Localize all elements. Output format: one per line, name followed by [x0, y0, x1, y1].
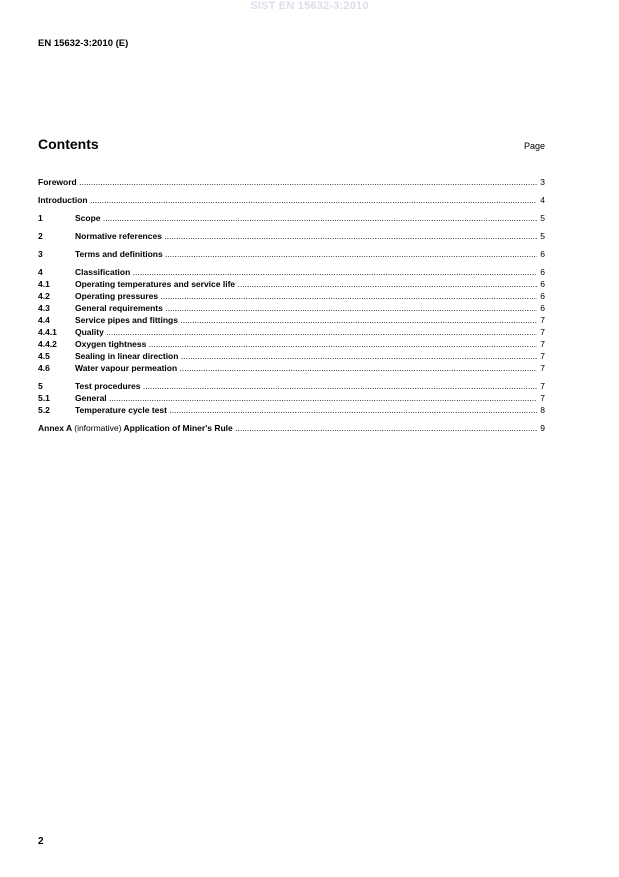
- table-of-contents: [38, 176, 545, 434]
- toc-entry-terms-and-definitions[interactable]: [38, 248, 545, 260]
- toc-entry-title: Sealing in linear direction .....: [75, 350, 537, 362]
- annex-title: Application of Miner's Rule: [123, 423, 233, 433]
- toc-entry-number: 4.3: [38, 303, 50, 313]
- toc-entry-water-vapour[interactable]: [38, 362, 545, 374]
- toc-entry-quality[interactable]: [38, 326, 545, 338]
- toc-entry-page: 7: [540, 315, 545, 325]
- toc-entry-number: 4.4.2: [38, 339, 57, 349]
- toc-entry-page: 7: [540, 363, 545, 373]
- toc-entry-page: 7: [540, 351, 545, 361]
- annex-label: Annex A: [38, 423, 72, 433]
- toc-entry-number: 3: [38, 249, 43, 259]
- toc-entry-title: Classification .....: [75, 266, 537, 278]
- toc-entry-title: [38, 422, 537, 434]
- toc-entry-title: Operating temperatures and service life .....: [75, 278, 537, 290]
- toc-entry-annex-a[interactable]: [38, 422, 545, 434]
- toc-entry-page: 6: [540, 291, 545, 301]
- toc-entry-number: 5: [38, 381, 43, 391]
- toc-entry-page: 6: [540, 303, 545, 313]
- toc-entry-title: Temperature cycle test .....: [75, 404, 537, 416]
- toc-entry-foreword[interactable]: [38, 176, 545, 188]
- toc-entry-title: Foreword .....: [38, 176, 537, 188]
- toc-entry-title: Terms and definitions .....: [75, 248, 537, 260]
- toc-entry-page: 6: [540, 249, 545, 259]
- toc-entry-title: Operating pressures .....: [75, 290, 537, 302]
- toc-entry-title: Oxygen tightness .....: [75, 338, 537, 350]
- toc-entry-scope[interactable]: [38, 212, 545, 224]
- toc-entry-title: Scope .....: [75, 212, 537, 224]
- toc-entry-number: 4.5: [38, 351, 50, 361]
- page-number: 2: [38, 836, 44, 847]
- toc-entry-general[interactable]: [38, 392, 545, 404]
- toc-entry-service-pipes[interactable]: [38, 314, 545, 326]
- toc-entry-title: Test procedures .....: [75, 380, 537, 392]
- toc-entry-title: Quality .....: [75, 326, 537, 338]
- document-id: EN 15632-3:2010 (E): [38, 38, 129, 49]
- toc-entry-page: 7: [540, 327, 545, 337]
- toc-entry-title: Water vapour permeation .....: [75, 362, 537, 374]
- toc-entry-title: General requirements .....: [75, 302, 537, 314]
- toc-entry-title: Normative references .....: [75, 230, 537, 242]
- toc-entry-page: 7: [540, 393, 545, 403]
- toc-entry-page: 9: [540, 423, 545, 433]
- toc-entry-number: 2: [38, 231, 43, 241]
- toc-entry-test-procedures[interactable]: [38, 380, 545, 392]
- toc-entry-page: 7: [540, 339, 545, 349]
- annex-qualifier: (informative): [74, 423, 122, 433]
- toc-entry-classification[interactable]: [38, 266, 545, 278]
- watermark: SIST EN 15632-3:2010: [250, 0, 369, 12]
- toc-entry-page: 8: [540, 405, 545, 415]
- toc-entry-temperature-cycle-test[interactable]: [38, 404, 545, 416]
- toc-entry-number: 4: [38, 267, 43, 277]
- toc-entry-number: 4.2: [38, 291, 50, 301]
- toc-entry-number: 5.2: [38, 405, 50, 415]
- toc-entry-number: 4.1: [38, 279, 50, 289]
- toc-entry-number: 1: [38, 213, 43, 223]
- toc-entry-page: 4: [540, 195, 545, 205]
- toc-entry-introduction[interactable]: [38, 194, 545, 206]
- toc-entry-general-requirements[interactable]: [38, 302, 545, 314]
- toc-entry-title: Introduction .....: [38, 194, 537, 206]
- toc-entry-oxygen-tightness[interactable]: [38, 338, 545, 350]
- toc-entry-page: 6: [540, 279, 545, 289]
- toc-entry-number: 4.4.1: [38, 327, 57, 337]
- toc-entry-page: 5: [540, 213, 545, 223]
- toc-entry-number: 4.6: [38, 363, 50, 373]
- toc-entry-sealing-linear[interactable]: [38, 350, 545, 362]
- toc-entry-page: 3: [540, 177, 545, 187]
- toc-entry-number: 4.4: [38, 315, 50, 325]
- toc-entry-number: 5.1: [38, 393, 50, 403]
- toc-entry-normative-references[interactable]: [38, 230, 545, 242]
- toc-entry-operating-pressures[interactable]: [38, 290, 545, 302]
- contents-title: Contents: [38, 136, 99, 152]
- toc-entry-page: 5: [540, 231, 545, 241]
- page-column-label: Page: [523, 141, 545, 151]
- toc-entry-operating-temperatures[interactable]: [38, 278, 545, 290]
- toc-entry-title: Service pipes and fittings .....: [75, 314, 537, 326]
- toc-entry-page: 6: [540, 267, 545, 277]
- toc-entry-page: 7: [540, 381, 545, 391]
- toc-entry-title: General .....: [75, 392, 537, 404]
